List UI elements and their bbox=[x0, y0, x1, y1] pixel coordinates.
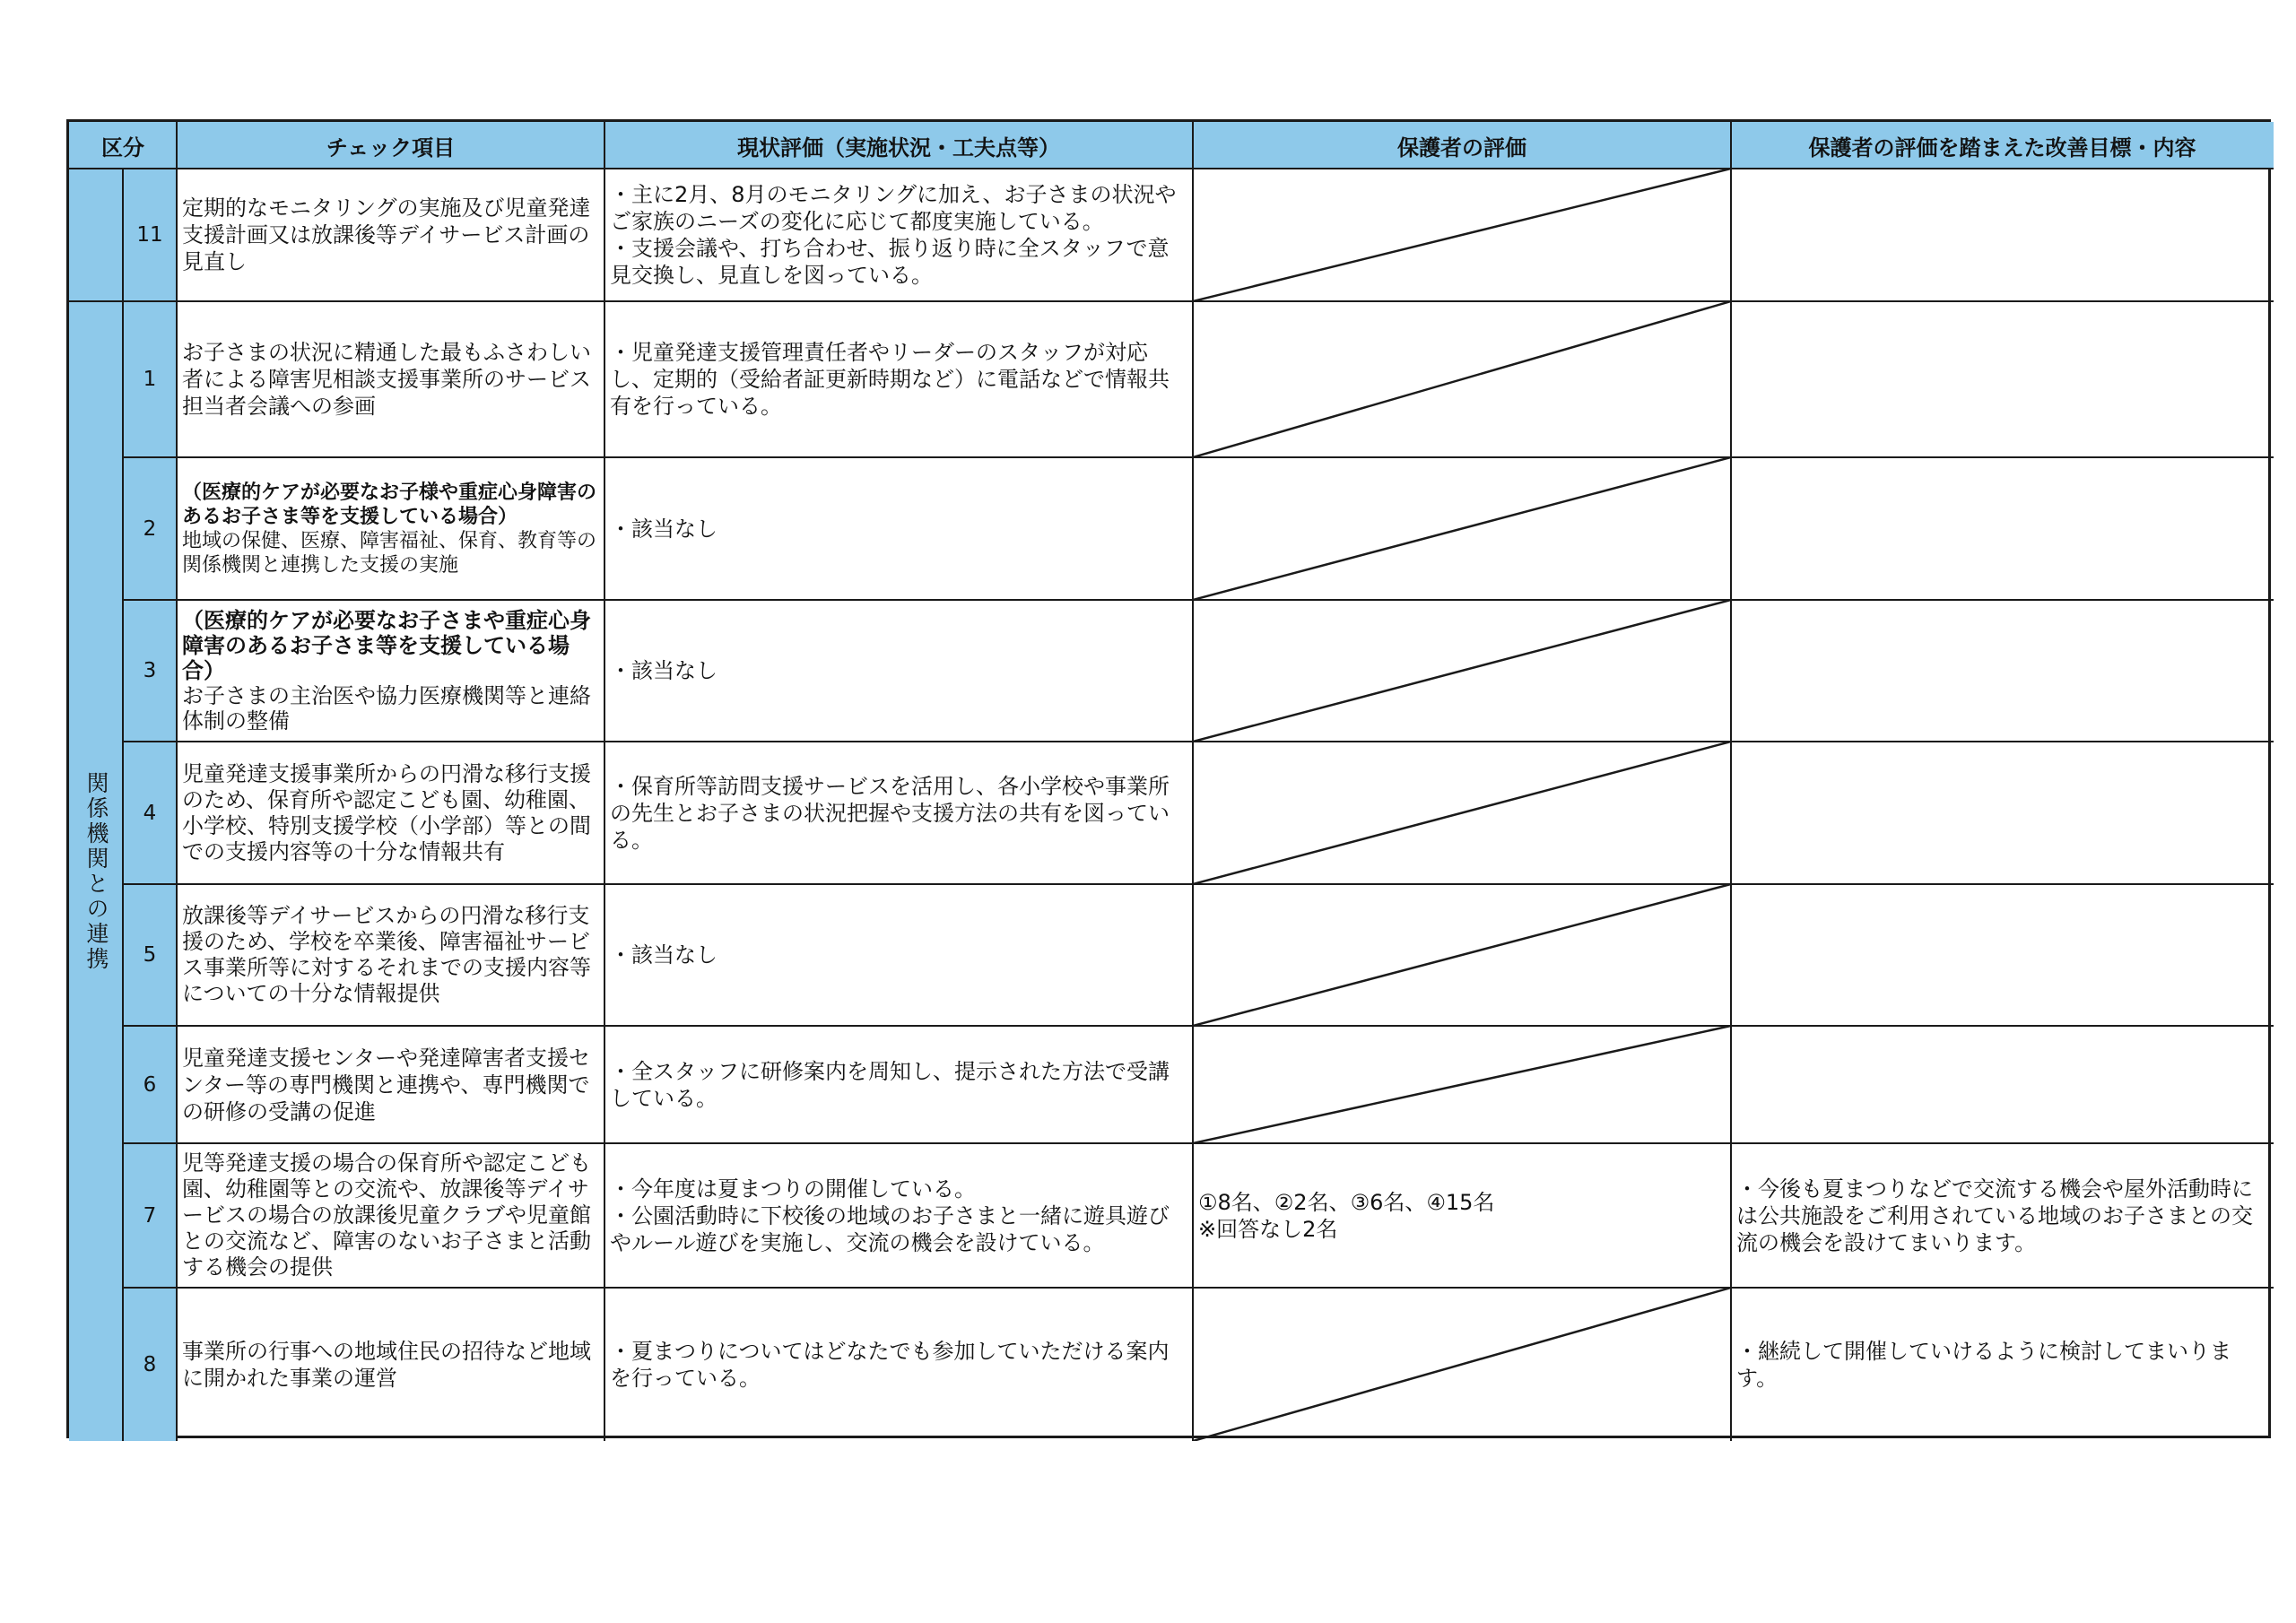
grid-line bbox=[123, 1025, 2274, 1027]
improvement-text bbox=[1731, 600, 2274, 742]
row-number: 8 bbox=[123, 1288, 177, 1441]
evaluation-table bbox=[66, 119, 2271, 1438]
check-item-text: 児童発達支援センターや発達障害者支援センター等の専門機関と連携や、専門機関での研修の受講の促進 bbox=[182, 1045, 591, 1124]
guardian-eval-slash bbox=[1193, 600, 1731, 742]
grid-line bbox=[176, 122, 178, 1441]
current-eval-text: ・該当なし bbox=[610, 658, 718, 683]
check-item-text: 事業所の行事への地域住民の招待など地域に開かれた事業の運営 bbox=[182, 1338, 591, 1391]
section-label bbox=[69, 301, 123, 1441]
guardian-eval-slash bbox=[1193, 1026, 1731, 1143]
improvement-text: ・今後も夏まつりなどで交流する機会や屋外活動時には公共施設をご利用されている地域のお子さまとの交流の機会を設けてまいります。 bbox=[1736, 1176, 2253, 1255]
current-eval-text: ・児童発達支援管理責任者やリーダーのスタッフが対応し、定期的（受給者証更新時期など）に電話などで情報共有を行っている。 bbox=[610, 340, 1170, 419]
check-item-text: 児童発達支援事業所からの円滑な移行支援のため、保育所や認定こども園、幼稚園、小学校、特別支援学校（小学部）等との間での支援内容等の十分な情報共有 bbox=[182, 760, 591, 864]
current-eval-text: ・該当なし bbox=[610, 942, 718, 968]
check-item-text bbox=[177, 600, 604, 742]
current-eval-text: ・今年度は夏まつりの開催している。 ・公園活動時に下校後の地域のお子さまと一緒に遊具遊びやルール遊びを実施し、交流の機会を設けている。 bbox=[610, 1176, 1170, 1255]
grid-line bbox=[123, 599, 2274, 601]
guardian-eval-text: ①8名、②2名、③6名、④15名 ※回答なし2名 bbox=[1198, 1189, 1495, 1242]
row-number: 5 bbox=[123, 884, 177, 1026]
improvement-text bbox=[1731, 301, 2274, 457]
header-improvement: 保護者の評価を踏まえた改善目標・内容 bbox=[1731, 122, 2274, 169]
header-guardian-eval: 保護者の評価 bbox=[1193, 122, 1731, 169]
improvement-text bbox=[1731, 884, 2274, 1026]
current-eval-text: ・保育所等訪問支援サービスを活用し、各小学校や事業所の先生とお子さまの状況把握や支援方法の共有を図っている。 bbox=[610, 773, 1170, 853]
header-category: 区分 bbox=[69, 122, 177, 169]
section-label-text: 関係機関との連携 bbox=[83, 770, 109, 972]
guardian-eval-slash bbox=[1193, 742, 1731, 884]
grid-line bbox=[123, 1142, 2274, 1144]
check-item-text: 定期的なモニタリングの実施及び児童発達支援計画又は放課後等デイサービス計画の見直し bbox=[182, 195, 591, 274]
grid-line bbox=[123, 741, 2274, 742]
check-item-text: 放課後等デイサービスからの円滑な移行支援のため、学校を卒業後、障害福祉サービス事業所等に対するそれまでの支援内容等についての十分な情報提供 bbox=[182, 903, 591, 1006]
check-item-condition: （医療的ケアが必要なお子さまや重症心身障害のあるお子さま等を支援している場合） bbox=[182, 608, 591, 683]
improvement-text bbox=[1731, 742, 2274, 884]
current-eval-text: ・該当なし bbox=[610, 516, 718, 542]
grid-line bbox=[122, 169, 124, 1441]
current-eval-text: ・夏まつりについてはどなたでも参加していただける案内を行っている。 bbox=[610, 1338, 1170, 1391]
check-item-text: 児等発達支援の場合の保育所や認定こども園、幼稚園等との交流や、放課後等デイサービスの場合の放課後児童クラブや児童館との交流など、障害のないお子さまと活動する機会の提供 bbox=[182, 1150, 591, 1280]
row-number: 6 bbox=[123, 1026, 177, 1143]
header-check-item: チェック項目 bbox=[177, 122, 604, 169]
grid-line bbox=[69, 300, 2274, 302]
guardian-eval-slash bbox=[1193, 884, 1731, 1026]
check-item-condition: （医療的ケアが必要なお子様や重症心身障害のあるお子さま等を支援している場合） bbox=[182, 481, 597, 528]
current-eval-text: ・主に2月、8月のモニタリングに加え、お子さまの状況やご家族のニーズの変化に応じて都度実施している。 ・支援会議や、打ち合わせ、振り返り時に全スタッフで意見交換し、見直しを図っている。 bbox=[610, 182, 1177, 288]
check-item-text: お子さまの状況に精通した最もふさわしい者による障害児相談支援事業所のサービス担当者会議への参画 bbox=[182, 340, 591, 419]
row-number: 1 bbox=[123, 301, 177, 457]
grid-line bbox=[604, 122, 605, 1441]
improvement-text bbox=[1731, 457, 2274, 600]
grid-line bbox=[123, 456, 2274, 458]
grid-line bbox=[123, 1287, 2274, 1289]
header-current-eval: 現状評価（実施状況・工夫点等） bbox=[604, 122, 1193, 169]
row-number: 4 bbox=[123, 742, 177, 884]
guardian-eval-slash bbox=[1193, 457, 1731, 600]
grid-line bbox=[1192, 122, 1194, 1441]
row-number: 7 bbox=[123, 1143, 177, 1288]
row-number: 11 bbox=[123, 169, 177, 301]
check-item-main: 地域の保健、医療、障害福祉、保育、教育等の関係機関と連携した支援の実施 bbox=[182, 529, 597, 577]
improvement-text: ・継続して開催していけるように検討してまいります。 bbox=[1736, 1338, 2231, 1391]
guardian-eval-slash bbox=[1193, 1288, 1731, 1441]
row-number: 3 bbox=[123, 600, 177, 742]
grid-line bbox=[69, 168, 2274, 169]
current-eval-text: ・全スタッフに研修案内を周知し、提示された方法で受講している。 bbox=[610, 1058, 1170, 1111]
guardian-eval-slash bbox=[1193, 169, 1731, 301]
guardian-eval-slash bbox=[1193, 301, 1731, 457]
grid-line bbox=[123, 883, 2274, 885]
improvement-text bbox=[1731, 169, 2274, 301]
check-item-main: お子さまの主治医や協力医療機関等と連絡体制の整備 bbox=[182, 683, 591, 733]
row-number: 2 bbox=[123, 457, 177, 600]
section-column-top bbox=[69, 169, 123, 301]
grid-line bbox=[1730, 122, 1732, 1441]
improvement-text bbox=[1731, 1026, 2274, 1143]
check-item-text bbox=[177, 457, 604, 600]
